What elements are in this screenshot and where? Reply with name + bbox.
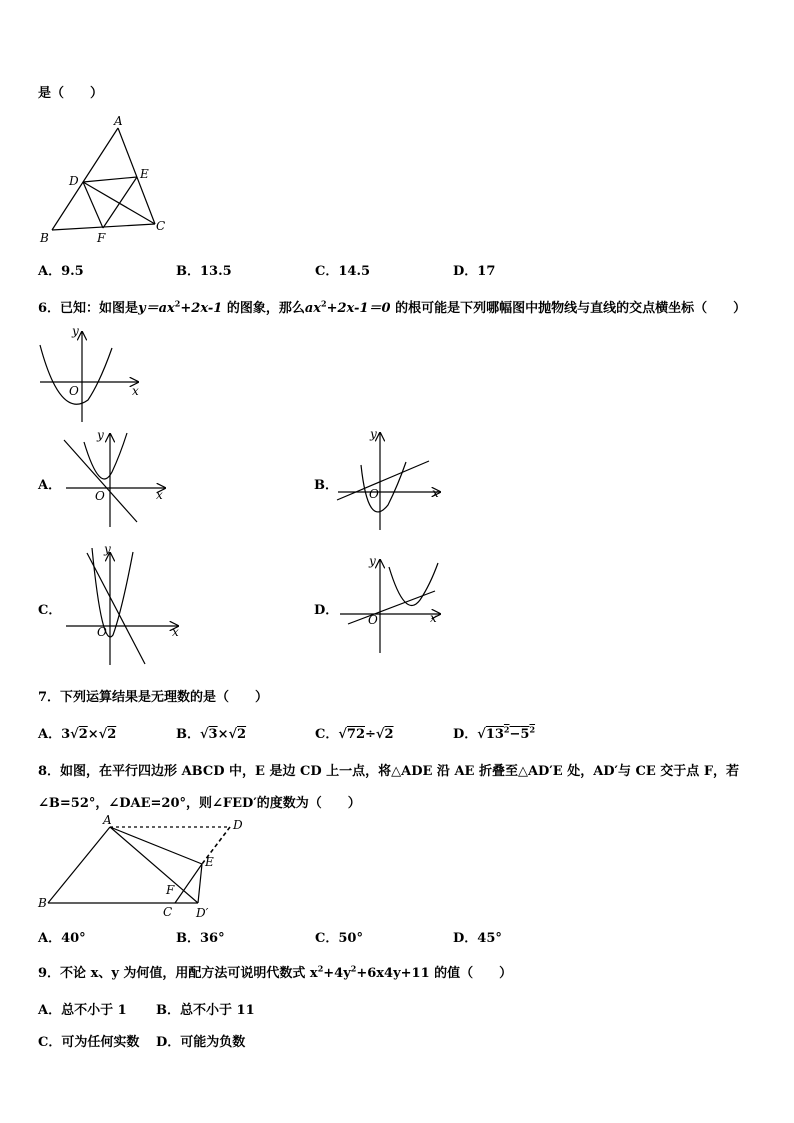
q7-option-d[interactable]: D．$√13^2-5^2$ <box>453 724 536 742</box>
q8-label-e: E <box>205 855 214 869</box>
q7-option-b[interactable]: B．√3×√2 <box>176 727 247 742</box>
q6-b-x-label: x <box>432 486 439 500</box>
q9-option-d[interactable]: D．可能为负数 <box>156 1035 246 1050</box>
q9-option-c[interactable]: C．可为任何实数 <box>38 1035 140 1050</box>
q5-label-e: E <box>140 167 149 181</box>
q7-option-a[interactable]: A．3√2×√2 <box>38 727 117 742</box>
q5-label-b: B <box>40 231 49 245</box>
q8-option-a[interactable]: A．40° <box>38 931 86 946</box>
q8-label-a: A <box>103 813 112 827</box>
q9-option-b[interactable]: B．总不小于 11 <box>156 1003 255 1018</box>
q6-option-d[interactable]: D． <box>314 603 339 618</box>
q6-ref-x-label: x <box>132 384 139 398</box>
q5-option-a[interactable]: A．9.5 <box>38 264 84 279</box>
q8-label-f: F <box>166 883 175 897</box>
q5-option-d[interactable]: D．17 <box>453 264 496 279</box>
q8-option-b[interactable]: B．36° <box>176 931 225 946</box>
q7-option-c[interactable]: C．√72÷√2 <box>315 727 394 742</box>
q6-c-origin: O <box>97 625 107 639</box>
q8-option-d[interactable]: D．45° <box>453 931 502 946</box>
q5-option-b[interactable]: B．13.5 <box>176 264 232 279</box>
q8-label-d-prime: D′ <box>196 906 209 920</box>
q8-stem-line2: ∠B=52°，∠DAE=20°，则∠FED′的度数为（ ） <box>38 796 361 811</box>
radical-sign-icon: √ <box>98 727 108 742</box>
q5-option-c[interactable]: C．14.5 <box>315 264 371 279</box>
radical-sign-icon: √ <box>477 727 486 742</box>
q5-label-a: A <box>114 114 123 128</box>
q5-label-f: F <box>97 231 106 245</box>
q6-stem: 6．已知：如图是$y=ax^2+2x-1$ 的图象，那么$ax^2+2x-1=0$ 的根可能是下列哪幅图中抛物线与直线的交点横坐标（ ） <box>38 298 747 316</box>
q6-d-origin: O <box>368 613 378 627</box>
q5-label-c: C <box>156 219 166 233</box>
q6-d-x-label: x <box>430 611 437 625</box>
radical-sign-icon: √ <box>228 727 238 742</box>
q7-stem: 7．下列运算结果是无理数的是（ ） <box>38 690 269 705</box>
q5-label-d: D <box>69 174 79 188</box>
q6-b-origin: O <box>369 487 379 501</box>
q8-label-d: D <box>233 818 243 832</box>
q6-ref-origin: O <box>69 384 79 398</box>
radical-sign-icon: √ <box>375 727 385 742</box>
q6-option-c[interactable]: C． <box>38 603 62 618</box>
q9-option-a[interactable]: A．总不小于 1 <box>38 1003 127 1018</box>
q6-option-a[interactable]: A． <box>38 478 62 493</box>
radical-sign-icon: √ <box>200 727 209 742</box>
q8-stem-line1: 8．如图，在平行四边形 ABCD 中，E 是边 CD 上一点，将△ADE 沿 AE 折叠至△AD′E 处，AD′与 CE 交于点 F，若 <box>38 764 740 779</box>
q6-d-y-label: y <box>369 554 376 568</box>
q9-stem: 9．不论 x、y 为何值，用配方法可说明代数式 $x^2+4y^2+6x4y+11$ 的值（ ） <box>38 963 513 981</box>
q6-c-x-label: x <box>172 625 179 639</box>
radical-sign-icon: √ <box>338 727 347 742</box>
q6-c-y-label: y <box>104 542 111 556</box>
q6-a-origin: O <box>95 489 105 503</box>
q6-b-y-label: y <box>370 427 377 441</box>
q8-label-c: C <box>163 905 173 919</box>
q8-option-c[interactable]: C．50° <box>315 931 363 946</box>
q8-label-b: B <box>38 896 47 910</box>
q5-stem-tail: 是（ ） <box>38 86 104 101</box>
q6-ref-y-label: y <box>72 324 79 338</box>
q6-a-x-label: x <box>156 488 163 502</box>
q6-option-b[interactable]: B． <box>314 478 338 493</box>
radical-sign-icon: √ <box>70 727 79 742</box>
q6-a-y-label: y <box>97 428 104 442</box>
